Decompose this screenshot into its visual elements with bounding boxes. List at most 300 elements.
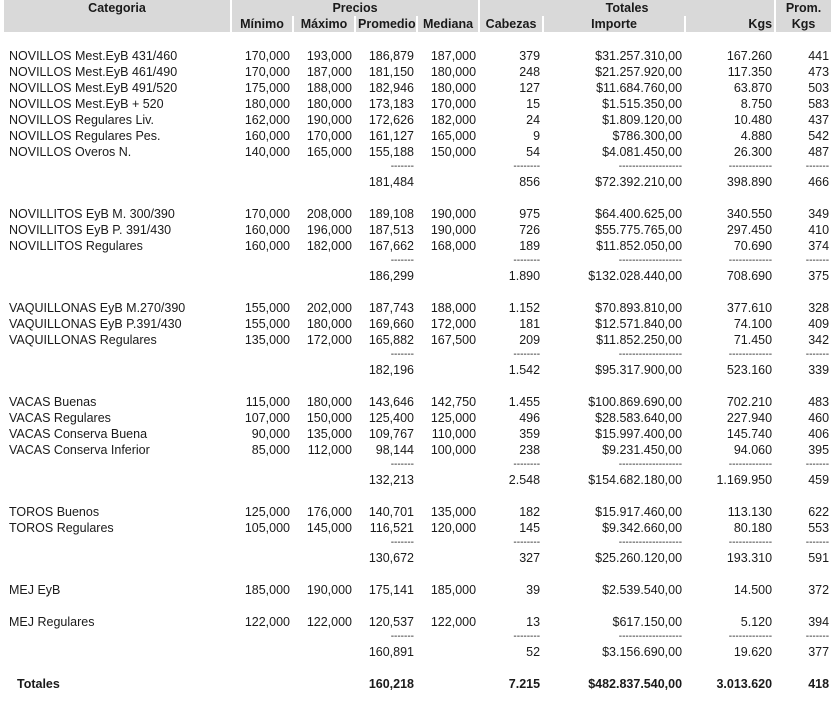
prom-cell: 372	[808, 583, 830, 597]
table-row	[4, 442, 831, 458]
subtotal-row	[4, 472, 831, 488]
subtotal-blank	[294, 268, 354, 284]
kgs-cell: 117.350	[727, 65, 773, 79]
avg-cell: 181,150	[368, 65, 414, 79]
prom-cell: 374	[808, 239, 830, 253]
subtotal-prom: 591	[808, 551, 830, 565]
header-prom: Prom.	[776, 0, 831, 16]
prom-cell: 483	[808, 395, 830, 409]
min-cell: 155,000	[244, 317, 290, 331]
separator-blank	[4, 254, 230, 268]
kgs-cell: 70.690	[733, 239, 773, 253]
category-cell: NOVILLOS Overos N.	[9, 145, 132, 159]
subtotal-blank	[294, 550, 354, 566]
imp-cell: $15.997.400,00	[595, 427, 683, 441]
separator-row	[4, 630, 831, 644]
kgs-cell: 377.610	[726, 301, 773, 315]
prom-cell: 487	[808, 145, 830, 159]
separator-dashes: -------	[390, 161, 414, 172]
separator-dashes: -------------	[728, 161, 773, 172]
cab-cell: 359	[519, 427, 541, 441]
avg-cell: 125,400	[368, 411, 414, 425]
min-cell: 160,000	[244, 129, 290, 143]
cab-cell: 15	[526, 97, 541, 111]
avg-cell: 143,646	[368, 395, 414, 409]
table-row	[4, 520, 831, 536]
category-cell: TOROS Buenos	[9, 505, 100, 519]
category-cell: VAQUILLONAS EyB M.270/390	[9, 301, 186, 315]
med-cell: 180,000	[430, 65, 477, 79]
separator-row	[4, 458, 831, 472]
max-cell: 196,000	[306, 223, 352, 237]
separator-blank	[4, 160, 230, 174]
imp-cell: $11.852.250,00	[596, 333, 683, 347]
min-cell: 140,000	[244, 145, 290, 159]
spacer-row	[4, 284, 831, 300]
category-cell: VACAS Regulares	[9, 411, 111, 425]
avg-cell: 169,660	[368, 317, 414, 331]
avg-cell: 109,767	[368, 427, 414, 441]
totals-cab: 7.215	[508, 677, 541, 691]
max-cell: 180,000	[306, 395, 352, 409]
kgs-cell: 80.180	[733, 521, 773, 535]
cab-cell: 1.455	[508, 395, 541, 409]
imp-cell: $617.150,00	[612, 615, 683, 629]
table-row	[4, 426, 831, 442]
category-cell: VAQUILLONAS Regulares	[9, 333, 157, 347]
cab-cell: 13	[526, 615, 541, 629]
min-cell: 175,000	[244, 81, 290, 95]
separator-dashes: --------	[513, 631, 541, 642]
min-cell: 90,000	[251, 427, 290, 441]
min-cell: 170,000	[244, 49, 290, 63]
max-cell: 180,000	[306, 317, 352, 331]
min-cell: 185,000	[244, 583, 290, 597]
imp-cell: $11.852.050,00	[596, 239, 683, 253]
spacer-row	[4, 378, 831, 394]
avg-cell: 173,183	[368, 97, 414, 111]
header-precios: Precios	[232, 0, 478, 16]
avg-cell: 182,946	[368, 81, 414, 95]
med-cell: 110,000	[431, 427, 477, 441]
totals-blank	[232, 676, 292, 692]
subtotal-blank	[232, 268, 292, 284]
spacer-cell	[4, 284, 831, 300]
totals-avg: 160,218	[368, 677, 414, 691]
imp-cell: $2.539.540,00	[602, 583, 683, 597]
max-cell: 150,000	[306, 411, 352, 425]
imp-cell: $64.400.625,00	[595, 207, 683, 221]
med-cell: 180,000	[430, 81, 477, 95]
spacer-row	[4, 566, 831, 582]
min-cell: 155,000	[244, 301, 290, 315]
table-row	[4, 64, 831, 80]
prom-cell: 437	[808, 113, 830, 127]
imp-cell: $100.869.690,00	[588, 395, 683, 409]
avg-cell: 189,108	[368, 207, 414, 221]
table-row	[4, 206, 831, 222]
cab-cell: 209	[519, 333, 541, 347]
kgs-cell: 26.300	[733, 145, 773, 159]
separator-dashes: -------------------	[618, 161, 683, 172]
separator-blank	[418, 348, 478, 362]
subtotal-row	[4, 550, 831, 566]
separator-dashes: -------	[390, 631, 414, 642]
imp-cell: $1.809.120,00	[602, 113, 683, 127]
med-cell: 165,000	[430, 129, 477, 143]
table-row	[4, 48, 831, 64]
spacer-cell	[4, 32, 831, 48]
separator-blank	[232, 160, 292, 174]
category-cell: NOVILLITOS EyB M. 300/390	[9, 207, 175, 221]
max-cell: 176,000	[306, 505, 352, 519]
table-row	[4, 112, 831, 128]
subtotal-blank	[418, 472, 478, 488]
subtotal-prom: 375	[808, 269, 830, 283]
subtotal-blank	[418, 644, 478, 660]
category-cell: VACAS Conserva Inferior	[9, 443, 150, 457]
imp-cell: $28.583.640,00	[595, 411, 683, 425]
separator-dashes: --------	[513, 161, 541, 172]
subtotal-kgs: 398.890	[726, 175, 773, 189]
livestock-prices-table	[2, 0, 833, 692]
table-row	[4, 332, 831, 348]
min-cell: 105,000	[244, 521, 290, 535]
separator-blank	[294, 348, 354, 362]
category-cell: VACAS Buenas	[9, 395, 97, 409]
subtotal-blank	[418, 268, 478, 284]
min-cell: 125,000	[244, 505, 290, 519]
cab-cell: 182	[519, 505, 541, 519]
kgs-cell: 145.740	[726, 427, 773, 441]
avg-cell: 167,662	[368, 239, 414, 253]
prom-cell: 410	[808, 223, 830, 237]
med-cell: 120,000	[430, 521, 477, 535]
separator-blank	[294, 160, 354, 174]
separator-dashes: -------------	[728, 349, 773, 360]
header-cabezas: Cabezas	[480, 16, 542, 32]
subtotal-cab: 1.890	[508, 269, 541, 283]
max-cell: 145,000	[306, 521, 352, 535]
imp-cell: $9.231.450,00	[602, 443, 683, 457]
max-cell: 187,000	[306, 65, 352, 79]
category-cell: NOVILLOS Mest.EyB + 520	[9, 97, 164, 111]
med-cell: 150,000	[430, 145, 477, 159]
subtotal-blank	[294, 174, 354, 190]
max-cell: 172,000	[306, 333, 352, 347]
category-cell: NOVILLOS Mest.EyB 431/460	[9, 49, 178, 63]
subtotal-blank	[294, 644, 354, 660]
subtotal-blank	[4, 268, 230, 284]
category-cell: MEJ Regulares	[9, 615, 95, 629]
separator-blank	[4, 536, 230, 550]
subtotal-blank	[418, 362, 478, 378]
subtotal-kgs: 523.160	[726, 363, 773, 377]
imp-cell: $9.342.660,00	[602, 521, 683, 535]
kgs-cell: 5.120	[740, 615, 773, 629]
separator-dashes: -------	[390, 537, 414, 548]
subtotal-blank	[232, 362, 292, 378]
category-cell: VACAS Conserva Buena	[9, 427, 148, 441]
min-cell: 162,000	[244, 113, 290, 127]
kgs-cell: 8.750	[740, 97, 773, 111]
separator-blank	[4, 458, 230, 472]
subtotal-kgs: 193.310	[726, 551, 773, 565]
prom-cell: 553	[808, 521, 830, 535]
max-cell: 170,000	[306, 129, 352, 143]
separator-blank	[4, 630, 230, 644]
subtotal-prom: 459	[808, 473, 830, 487]
separator-row	[4, 160, 831, 174]
cab-cell: 975	[519, 207, 541, 221]
separator-dashes: -------------	[728, 459, 773, 470]
spacer-row	[4, 660, 831, 676]
spacer-cell	[4, 190, 831, 206]
subtotal-kgs: 1.169.950	[716, 473, 773, 487]
prom-cell: 328	[808, 301, 830, 315]
header-minimo: Mínimo	[232, 16, 292, 32]
imp-cell: $21.257.920,00	[595, 65, 683, 79]
category-cell: NOVILLOS Regulares Liv.	[9, 113, 154, 127]
min-cell: 122,000	[244, 615, 290, 629]
separator-dashes: -------------------	[618, 349, 683, 360]
subtotal-row	[4, 362, 831, 378]
totals-imp: $482.837.540,00	[588, 677, 683, 691]
max-cell: 188,000	[306, 81, 352, 95]
separator-dashes: -------------------	[618, 459, 683, 470]
med-cell: 168,000	[430, 239, 477, 253]
prom-cell: 542	[808, 129, 830, 143]
separator-blank	[232, 348, 292, 362]
spacer-row	[4, 488, 831, 504]
separator-blank	[418, 254, 478, 268]
min-cell: 85,000	[251, 443, 290, 457]
header-totales: Totales	[480, 0, 774, 16]
category-cell: TOROS Regulares	[9, 521, 114, 535]
subtotal-blank	[4, 174, 230, 190]
med-cell: 100,000	[430, 443, 477, 457]
cab-cell: 181	[519, 317, 541, 331]
kgs-cell: 71.450	[733, 333, 773, 347]
med-cell: 182,000	[430, 113, 477, 127]
separator-blank	[232, 536, 292, 550]
avg-cell: 155,188	[368, 145, 414, 159]
imp-cell: $11.684.760,00	[596, 81, 683, 95]
max-cell: 112,000	[307, 443, 352, 457]
min-cell: 107,000	[244, 411, 290, 425]
separator-blank	[418, 160, 478, 174]
header-mediana: Mediana	[418, 16, 478, 32]
separator-dashes: -------	[805, 255, 830, 266]
kgs-cell: 94.060	[733, 443, 773, 457]
med-cell: 170,000	[430, 97, 477, 111]
separator-dashes: --------	[513, 459, 541, 470]
subtotal-imp: $25.260.120,00	[595, 551, 683, 565]
separator-dashes: --------	[513, 537, 541, 548]
subtotal-kgs: 19.620	[733, 645, 773, 659]
subtotal-blank	[232, 174, 292, 190]
separator-dashes: -------	[805, 161, 830, 172]
cab-cell: 9	[533, 129, 541, 143]
imp-cell: $55.775.765,00	[595, 223, 683, 237]
separator-dashes: -------------------	[618, 537, 683, 548]
subtotal-imp: $154.682.180,00	[588, 473, 683, 487]
min-cell: 170,000	[244, 65, 290, 79]
totals-label: Totales	[17, 677, 60, 691]
prom-cell: 342	[808, 333, 830, 347]
avg-cell: 186,879	[368, 49, 414, 63]
cab-cell: 39	[526, 583, 541, 597]
med-cell: 187,000	[430, 49, 477, 63]
prom-cell: 503	[808, 81, 830, 95]
separator-blank	[232, 630, 292, 644]
prom-cell: 394	[808, 615, 830, 629]
cab-cell: 726	[519, 223, 541, 237]
subtotal-blank	[232, 550, 292, 566]
avg-cell: 161,127	[368, 129, 414, 143]
separator-dashes: -------------	[728, 255, 773, 266]
table-row	[4, 614, 831, 630]
separator-dashes: -------	[390, 349, 414, 360]
table-row	[4, 238, 831, 254]
spacer-cell	[4, 378, 831, 394]
category-cell: MEJ EyB	[9, 583, 61, 597]
avg-cell: 165,882	[368, 333, 414, 347]
med-cell: 167,500	[430, 333, 477, 347]
cab-cell: 496	[519, 411, 541, 425]
separator-dashes: -------------	[728, 631, 773, 642]
subtotal-kgs: 708.690	[726, 269, 773, 283]
separator-dashes: -------	[805, 537, 830, 548]
subtotal-blank	[418, 550, 478, 566]
totals-kgs: 3.013.620	[716, 677, 773, 691]
med-cell: 172,000	[430, 317, 477, 331]
prom-cell: 622	[808, 505, 830, 519]
category-cell: NOVILLITOS EyB P. 391/430	[9, 223, 172, 237]
max-cell: 165,000	[306, 145, 352, 159]
totals-blank	[418, 676, 478, 692]
spacer-row	[4, 598, 831, 614]
max-cell: 180,000	[306, 97, 352, 111]
imp-cell: $70.893.810,00	[595, 301, 683, 315]
spacer-cell	[4, 598, 831, 614]
min-cell: 180,000	[244, 97, 290, 111]
header-prom-kgs: Kgs	[776, 16, 831, 32]
imp-cell: $31.257.310,00	[595, 49, 683, 63]
max-cell: 208,000	[306, 207, 352, 221]
separator-dashes: -------------------	[618, 631, 683, 642]
subtotal-imp: $132.028.440,00	[588, 269, 683, 283]
subtotal-avg: 132,213	[368, 473, 414, 487]
kgs-cell: 227.940	[726, 411, 773, 425]
separator-blank	[418, 458, 478, 472]
max-cell: 135,000	[306, 427, 352, 441]
subtotal-avg: 186,299	[368, 269, 414, 283]
spacer-cell	[4, 660, 831, 676]
subtotal-cab: 327	[519, 551, 541, 565]
table-row	[4, 504, 831, 520]
separator-dashes: -------------------	[618, 255, 683, 266]
kgs-cell: 167.260	[726, 49, 773, 63]
subtotal-blank	[4, 644, 230, 660]
cab-cell: 127	[519, 81, 541, 95]
kgs-cell: 74.100	[733, 317, 773, 331]
kgs-cell: 113.130	[727, 505, 773, 519]
max-cell: 202,000	[306, 301, 352, 315]
subtotal-blank	[4, 472, 230, 488]
prom-cell: 409	[808, 317, 830, 331]
imp-cell: $4.081.450,00	[602, 145, 683, 159]
separator-row	[4, 536, 831, 550]
separator-dashes: -------	[805, 631, 830, 642]
table-row	[4, 410, 831, 426]
subtotal-cab: 1.542	[508, 363, 541, 377]
subtotal-imp: $3.156.690,00	[602, 645, 683, 659]
max-cell: 193,000	[306, 49, 352, 63]
separator-row	[4, 348, 831, 362]
imp-cell: $12.571.840,00	[595, 317, 683, 331]
subtotal-blank	[294, 472, 354, 488]
prom-cell: 441	[808, 49, 830, 63]
subtotal-prom: 339	[808, 363, 830, 377]
cab-cell: 238	[519, 443, 541, 457]
separator-dashes: -------	[390, 255, 414, 266]
separator-blank	[294, 458, 354, 472]
avg-cell: 187,743	[368, 301, 414, 315]
subtotal-avg: 181,484	[368, 175, 414, 189]
header-blank	[4, 16, 230, 32]
cab-cell: 54	[526, 145, 541, 159]
subtotal-imp: $72.392.210,00	[595, 175, 683, 189]
separator-dashes: --------	[513, 255, 541, 266]
header-row-sub	[4, 16, 831, 32]
table-row	[4, 80, 831, 96]
subtotal-cab: 2.548	[508, 473, 541, 487]
avg-cell: 98,144	[375, 443, 414, 457]
separator-dashes: -------	[390, 459, 414, 470]
category-cell: NOVILLOS Regulares Pes.	[9, 129, 161, 143]
category-cell: NOVILLOS Mest.EyB 491/520	[9, 81, 178, 95]
kgs-cell: 4.880	[740, 129, 773, 143]
min-cell: 135,000	[244, 333, 290, 347]
separator-dashes: --------	[513, 349, 541, 360]
kgs-cell: 702.210	[726, 395, 773, 409]
prom-cell: 473	[808, 65, 830, 79]
subtotal-avg: 160,891	[368, 645, 414, 659]
prom-cell: 349	[808, 207, 830, 221]
totals-prom: 418	[808, 677, 830, 691]
subtotal-row	[4, 644, 831, 660]
med-cell: 188,000	[430, 301, 477, 315]
category-cell: VAQUILLONAS EyB P.391/430	[9, 317, 182, 331]
med-cell: 125,000	[430, 411, 477, 425]
avg-cell: 175,141	[368, 583, 414, 597]
subtotal-prom: 466	[808, 175, 830, 189]
cab-cell: 189	[519, 239, 541, 253]
subtotal-blank	[418, 174, 478, 190]
med-cell: 185,000	[430, 583, 477, 597]
avg-cell: 187,513	[368, 223, 414, 237]
spacer-row	[4, 190, 831, 206]
cab-cell: 379	[519, 49, 541, 63]
subtotal-cab: 52	[526, 645, 541, 659]
separator-dashes: -------------	[728, 537, 773, 548]
separator-blank	[232, 254, 292, 268]
totals-blank	[294, 676, 354, 692]
min-cell: 160,000	[244, 239, 290, 253]
subtotal-blank	[232, 644, 292, 660]
table-row	[4, 96, 831, 112]
